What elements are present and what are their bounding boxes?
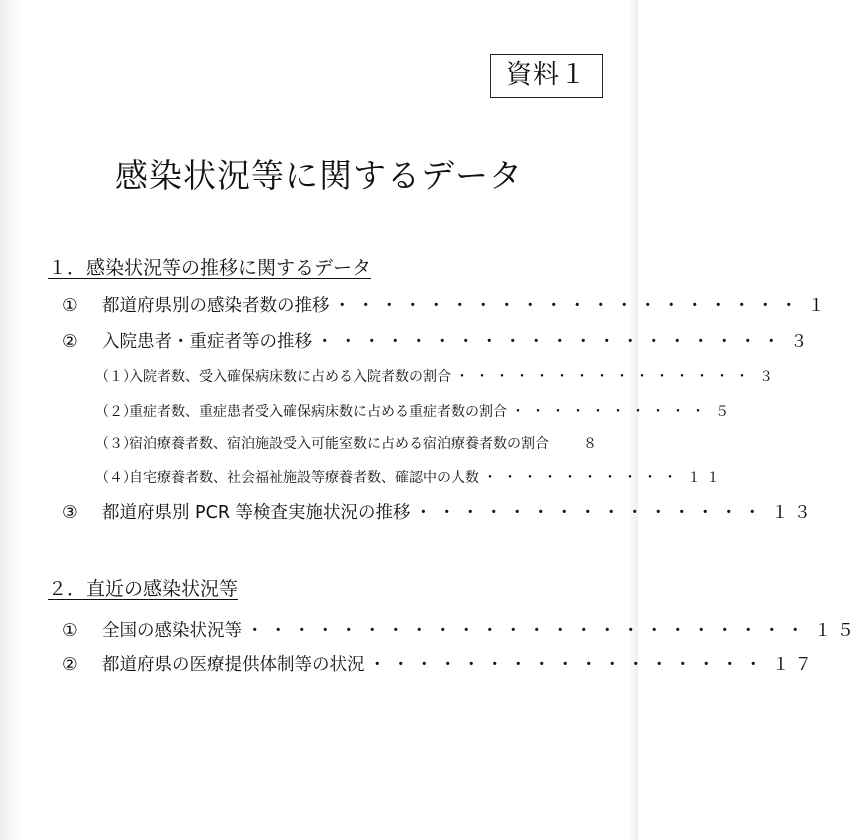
page-title: 感染状況等に関するデータ <box>115 156 523 195</box>
item-title: 入院者数、受入確保病床数に占める入院者数の割合 <box>129 369 451 385</box>
document-tag: 資料１ <box>490 54 603 98</box>
item-title: 都道府県別 PCR 等検査実施状況の推移 <box>102 503 411 523</box>
dot-leader: ・・・・・・・・・・・・・・・・・ <box>368 655 768 675</box>
item-number: （３） <box>95 436 137 452</box>
dot-leader: ・・・・・・・・・・ <box>511 404 711 420</box>
item-title: 重症者数、重症患者受入確保病床数に占める重症者数の割合 <box>129 404 507 420</box>
item-number: （４） <box>95 470 137 486</box>
page-number: ８ <box>583 436 602 452</box>
item-number: （１） <box>95 369 137 385</box>
item-number: ① <box>62 621 78 641</box>
toc-item[interactable] <box>62 499 817 524</box>
item-number: （２） <box>95 404 137 420</box>
page-number: １７ <box>772 655 817 675</box>
toc-item[interactable] <box>62 292 830 317</box>
item-title: 全国の感染状況等 <box>102 621 242 641</box>
section-heading-trends: １．感染状況等の推移に関するデータ <box>48 257 372 279</box>
item-title: 宿泊療養者数、宿泊施設受入可能室数に占める宿泊療養者数の割合 <box>129 436 549 452</box>
page-number: １３ <box>771 503 817 523</box>
page-number: １１ <box>687 470 725 486</box>
page-number: ５ <box>715 404 734 420</box>
toc-item[interactable] <box>62 651 817 676</box>
toc-subitem[interactable] <box>95 366 778 386</box>
page-number: ３ <box>759 369 778 385</box>
page-number: ３ <box>790 332 813 352</box>
page-number: １５ <box>814 621 859 641</box>
dot-leader: ・・・・・・・・・・・・・・・・・・・・ <box>333 296 804 316</box>
dot-leader: ・・・・・・・・・・・・・・・・・・・・・・・・ <box>246 621 810 641</box>
toc-item[interactable] <box>62 617 859 642</box>
item-number: ② <box>62 332 78 352</box>
toc-item[interactable] <box>62 328 813 353</box>
toc-subitem[interactable] <box>95 433 602 453</box>
dot-leader: ・・・・・・・・・・・・・・・ <box>414 503 768 523</box>
toc-subitem[interactable] <box>95 467 725 487</box>
item-title: 都道府県の医療提供体制等の状況 <box>102 655 365 675</box>
item-number: ① <box>62 296 78 316</box>
item-number: ② <box>62 655 78 675</box>
dot-leader: ・・・・・・・・・・ <box>483 470 683 486</box>
item-title: 自宅療養者数、社会福祉施設等療養者数、確認中の人数 <box>129 470 479 486</box>
dot-leader: ・・・・・・・・・・・・・・・・・・・・ <box>316 332 786 352</box>
item-number: ③ <box>62 503 78 523</box>
dot-leader: ・・・・・・・・・・・・・・・ <box>455 369 755 385</box>
scan-shadow-left <box>0 0 20 840</box>
item-title: 都道府県別の感染者数の推移 <box>102 296 330 316</box>
item-title: 入院患者・重症者等の推移 <box>102 332 312 352</box>
page-number: １ <box>807 296 830 316</box>
section-heading-recent: ２．直近の感染状況等 <box>48 578 239 600</box>
toc-subitem[interactable] <box>95 401 734 421</box>
